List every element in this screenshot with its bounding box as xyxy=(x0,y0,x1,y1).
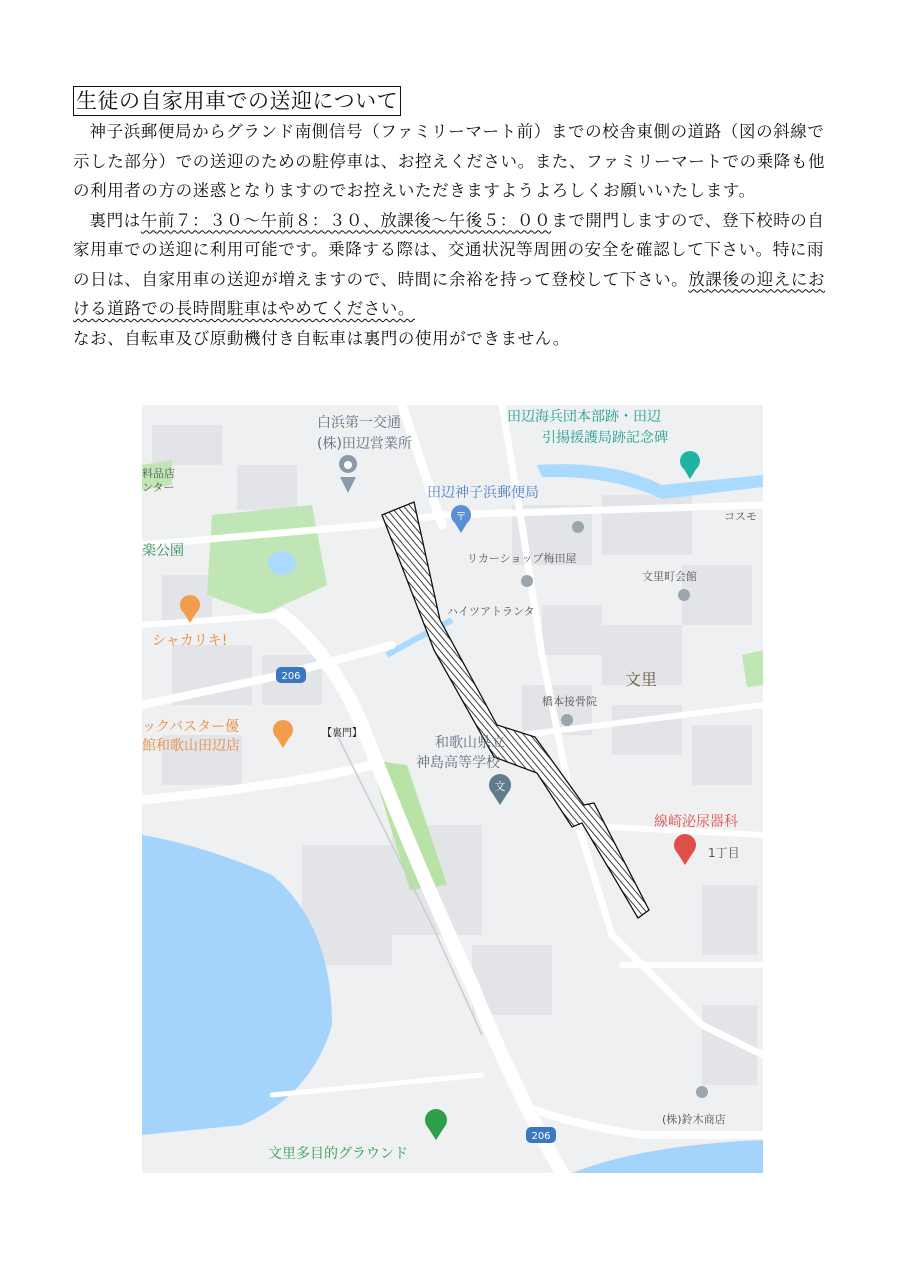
body-text xyxy=(73,117,838,353)
svg-text:(株)田辺営業所: (株)田辺営業所 xyxy=(317,436,412,452)
svg-text:館和歌山田辺店: 館和歌山田辺店 xyxy=(142,738,240,754)
svg-text:コスモ: コスモ xyxy=(724,510,757,523)
svg-text:〒: 〒 xyxy=(455,510,467,523)
svg-text:206: 206 xyxy=(281,671,301,682)
svg-text:ックバスター優: ックバスター優 xyxy=(142,719,240,735)
svg-text:料品店: 料品店 xyxy=(142,467,175,480)
svg-text:田辺神子浜郵便局: 田辺神子浜郵便局 xyxy=(427,485,539,501)
area-map xyxy=(142,405,763,1173)
gate-hours: 午前７：３０～午前８：３０、放課後～午後５：００ xyxy=(140,210,552,230)
svg-text:文里多目的グラウンド: 文里多目的グラウンド xyxy=(268,1146,408,1162)
svg-text:ハイツアトランタ: ハイツアトランタ xyxy=(447,605,535,618)
bicycle-note: なお、自転車及び原動機付き自転車は裏門の使用ができません。 xyxy=(73,328,570,348)
svg-text:1丁目: 1丁目 xyxy=(708,846,740,860)
svg-text:リカーショップ梅田屋: リカーショップ梅田屋 xyxy=(467,552,577,565)
svg-text:橋本接骨院: 橋本接骨院 xyxy=(542,695,597,708)
page-title: 生徒の自家用車での送迎について xyxy=(73,86,401,116)
svg-text:田辺海兵団本部跡・田辺: 田辺海兵団本部跡・田辺 xyxy=(507,409,661,425)
route-206-badge-1 xyxy=(276,667,306,683)
svg-text:ンター: ンター xyxy=(142,481,175,494)
svg-text:楽公園: 楽公園 xyxy=(142,543,184,559)
svg-text:引揚援護局跡記念碑: 引揚援護局跡記念碑 xyxy=(542,430,668,446)
map-svg xyxy=(142,405,763,1173)
svg-text:206: 206 xyxy=(531,1131,551,1142)
svg-text:白浜第一交通: 白浜第一交通 xyxy=(317,415,401,431)
svg-text:和歌山県立: 和歌山県立 xyxy=(435,735,505,751)
svg-text:文里: 文里 xyxy=(625,670,658,689)
svg-text:神島高等学校: 神島高等学校 xyxy=(416,755,500,771)
svg-text:(株)鈴木商店: (株)鈴木商店 xyxy=(662,1113,726,1126)
svg-text:文里町会館: 文里町会館 xyxy=(642,570,697,583)
parking-warning: 放課後の迎えにおける道路での長時間駐車はやめてください。 xyxy=(73,269,826,318)
paragraph-2 xyxy=(73,206,838,324)
paragraph-1: 神子浜郵便局からグランド南側信号（ファミリーマート前）までの校舎東側の道路（図の斜線で示した部分）での送迎のための駐停車は、お控えください。また、ファミリーマートでの乗降も他の利用者の方の迷惑となりますのでお控えいただきますようよろしくお願いいたします。 xyxy=(73,122,826,200)
svg-text:文: 文 xyxy=(494,780,506,793)
svg-text:線崎泌尿器科: 線崎泌尿器科 xyxy=(654,814,738,830)
paragraph-2-text-a: 裏門は xyxy=(89,210,141,230)
route-206-badge-2 xyxy=(526,1127,556,1143)
paragraph-2-text-b: まで開門しますので、登下校時の自家用車での送迎に利用可能です。乗降する際は、交通状況等周囲の安全を確認して下さい。特に雨の日は、自家用車の送迎が増えますので、時間に余裕を持って登校して下さい。 xyxy=(73,210,825,289)
svg-text:シャカリキ!: シャカリキ! xyxy=(152,633,228,649)
back-gate-label: 【裏門】 xyxy=(322,728,362,739)
